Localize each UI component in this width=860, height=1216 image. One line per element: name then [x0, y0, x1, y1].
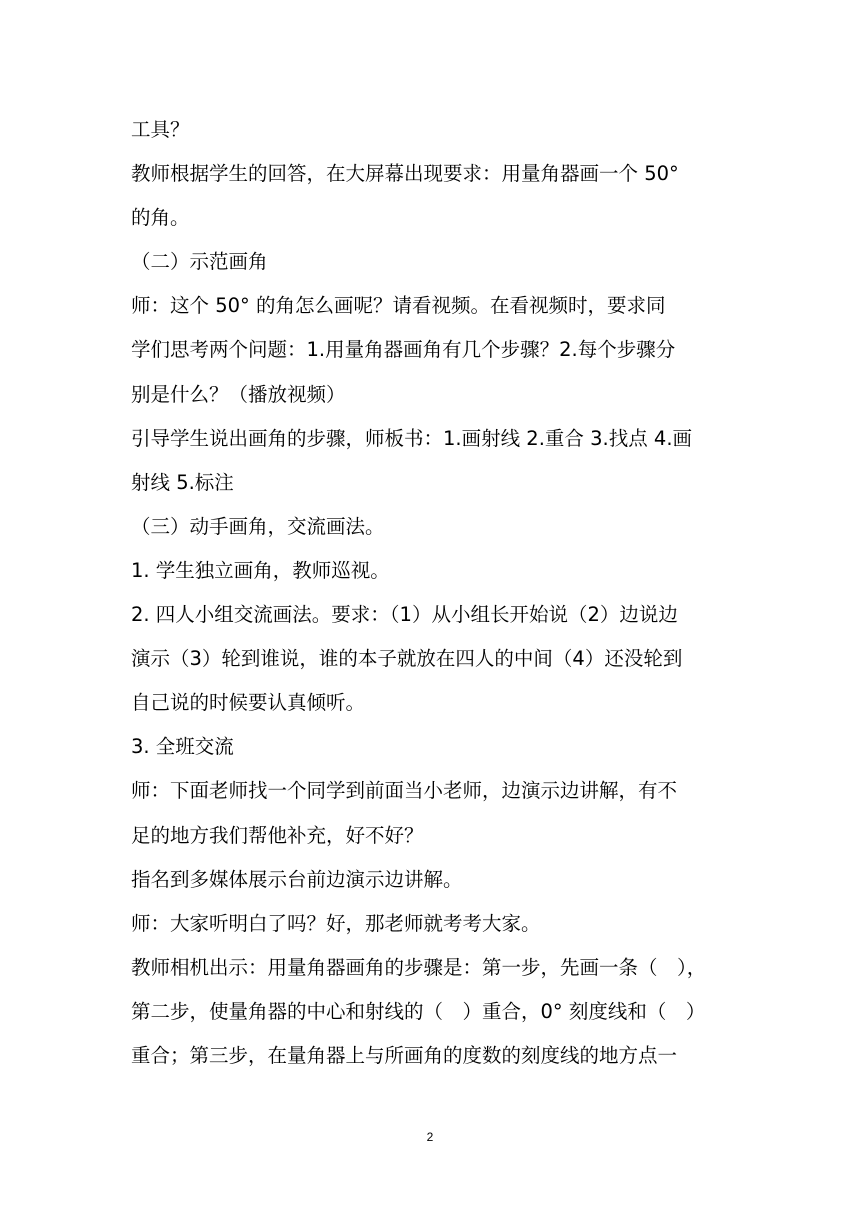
text-line: 别是什么？（播放视频）	[131, 382, 346, 406]
text-line: 教师根据学生的回答，在大屏幕出现要求：用量角器画一个 50°	[131, 162, 679, 186]
text-line: 工具？	[131, 118, 190, 141]
list-item: 2. 四人小组交流画法。要求：（1）从小组长开始说（2）边说边	[131, 603, 678, 627]
list-item: 1. 学生独立画角，教师巡视。	[131, 558, 390, 582]
text-line: 指名到多媒体展示台前边演示边讲解。	[131, 867, 463, 891]
text-line: 学们思考两个问题：1.用量角器画角有几个步骤？2.每个步骤分	[131, 338, 676, 362]
section-heading: （三）动手画角，交流画法。	[131, 514, 385, 538]
text-line: 引导学生说出画角的步骤，师板书：1.画射线 2.重合 3.找点 4.画	[131, 426, 693, 450]
text-line: 足的地方我们帮他补充，好不好？	[131, 823, 424, 847]
text-line: 的角。	[131, 206, 190, 230]
text-line: 重合；第三步，在量角器上与所画角的度数的刻度线的地方点一	[131, 1043, 678, 1067]
text-line: 师：下面老师找一个同学到前面当小老师，边演示边讲解，有不	[131, 779, 678, 803]
text-line: 师：这个 50° 的角怎么画呢？请看视频。在看视频时，要求同	[131, 294, 666, 318]
text-line: 教师相机出示：用量角器画角的步骤是：第一步，先画一条（ ），	[131, 955, 707, 979]
text-line: 射线 5.标注	[131, 470, 234, 494]
document-body	[131, 108, 731, 1078]
section-heading: （二）示范画角	[131, 250, 268, 274]
text-line: 演示（3）轮到谁说，谁的本子就放在四人的中间（4）还没轮到	[131, 647, 683, 671]
text-line: 自己说的时候要认真倾听。	[131, 691, 366, 715]
text-line: 第二步，使量角器的中心和射线的（ ）重合，0° 刻度线和（ ）	[131, 999, 706, 1023]
list-item: 3. 全班交流	[131, 735, 234, 759]
text-line: 师：大家听明白了吗？好，那老师就考考大家。	[131, 911, 541, 935]
page-number: 2	[426, 1130, 434, 1144]
